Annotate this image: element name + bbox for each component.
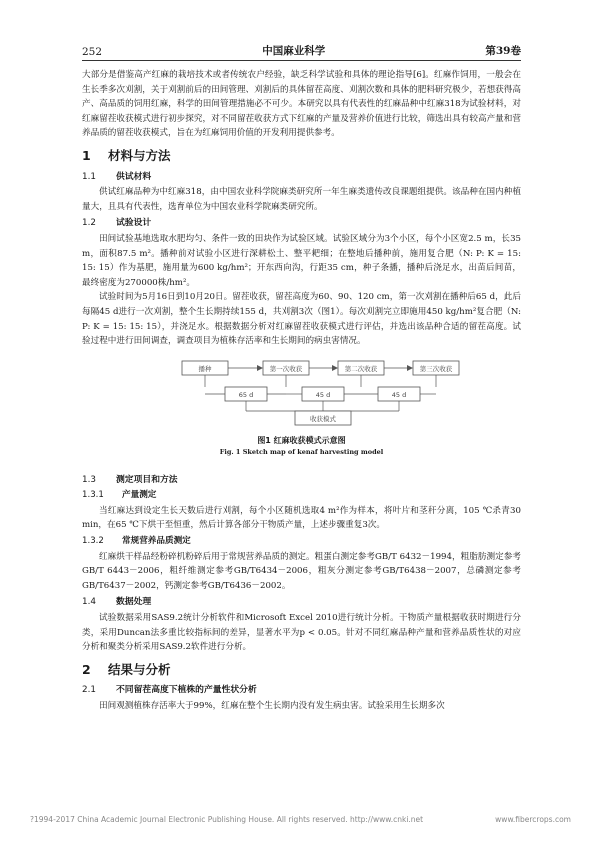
results-paragraph: 田间观测植株存活率大于99%，红麻在整个生长期内没有发生病虫害。试验采用生长期多次 bbox=[99, 701, 445, 711]
subsection-1-3-1-heading bbox=[82, 488, 521, 503]
subsection-number: 1.4 bbox=[82, 597, 96, 608]
design-paragraph-2: 试验时间为5月16日到10月20日。留茬收获，留茬高度为60、90、120 cm，第一次刈割在播种后65 d，此后每隔45 d进行一次刈割，整个生长期持续155 d，共刈割3次（图1）。每次刈割完立即施用450 kg/hm²复合肥（N: P: K = 15: 15: 15），并浇足水。根据数据分析对红麻留茬收获模式进行评估，并选出该品种合适的留茬高度。试验过程中进行田间调查，调查项目为植株存活率和生长期间的病虫害情况。 bbox=[82, 292, 521, 347]
box-first-harvest-label: 第一次收获 bbox=[269, 364, 303, 373]
subsection-number: 1.2 bbox=[82, 218, 96, 229]
yield-paragraph: 当红麻达到设定生长天数后进行刈割，每个小区随机选取4 m²作为样本，将叶片和茎秆分离，105 ℃杀青30 min，在65 ℃下烘干至恒重，然后计算各部分干物质产量，上述步骤重复3次。 bbox=[82, 505, 521, 531]
subsection-number: 1.3 bbox=[82, 474, 96, 485]
subsection-1-4-heading bbox=[82, 595, 521, 610]
volume-label: 第39卷 bbox=[485, 45, 521, 57]
box-second-harvest-label: 第二次收获 bbox=[344, 364, 378, 373]
figure-caption-cn: 图1 红麻收获模式示意图 bbox=[257, 435, 346, 445]
box-third-harvest-label: 第三次收获 bbox=[419, 364, 453, 373]
subsection-title: 产量测定 bbox=[122, 490, 157, 501]
subsection-number: 1.3.2 bbox=[82, 536, 104, 547]
subsection-2-1-heading bbox=[82, 683, 521, 698]
subsection-title: 供试材料 bbox=[116, 171, 152, 182]
header-rule bbox=[82, 60, 521, 61]
journal-title: 中国麻业科学 bbox=[262, 45, 326, 57]
subsection-number: 1.3.1 bbox=[82, 490, 104, 501]
page-footer bbox=[30, 815, 571, 824]
subsection-number: 1.1 bbox=[82, 171, 96, 182]
subsection-title: 不同留茬高度下植株的产量性状分析 bbox=[116, 685, 257, 696]
intro-paragraph: 大部分是借鉴高产红麻的栽培技术或者传统农户经验，缺乏科学试验和具体的理论指导[6]。红麻作饲用，一般会在生长季多次刈割，关于刈割前后的田间管理、刈割后的具体留茬高度、刈割次数和具体的肥料研究极少，若想获得高产、高品质的饲用红麻，科学的田间管理措施必不可少。本研究以具有代表性的红麻品种中红麻318为试验材料，对红麻留茬收获模式进行初步探究，对不同留茬收获方式下红麻的产量及营养价值进行比较，筛选出具有较高产量和营养品质的留茬收获模式，旨在为红麻饲用价值的开发利用提供参考。 bbox=[82, 70, 521, 139]
design-paragraph-1: 田间试验基地选取水肥均匀、条件一致的田块作为试验区域。试验区域分为3个小区，每个小区宽2.5 m，长35 m，面积87.5 m²。播种前对试验小区进行深耕松土、整平耙细；在整地后播种前，施用复合肥（N: P: K = 15: 15: 15）作为基肥，施用量为600 kg/hm²；开东西向沟，行距35 cm，种子条播，播种后浇足水，出苗后间苗，最终密度为270000株/hm²。 bbox=[82, 233, 521, 288]
section-1-number: 1 bbox=[82, 147, 91, 163]
box-sowing-label: 播种 bbox=[198, 364, 212, 373]
section-1-title: 材料与方法 bbox=[108, 147, 171, 163]
nutrition-paragraph: 红麻烘干样品经粉碎机粉碎后用于常规营养品质的测定。粗蛋白测定参考GB/T 6432－1994，粗脂肪测定参考GB/T 6443－2006，粗纤维测定参考GB/T6434－2006，粗灰分测定参考GB/T6438－2007，总磷测定参考GB/T6437－2002，钙测定参考GB/T6436－2002。 bbox=[82, 551, 521, 591]
figure-caption-en: Fig. 1 Sketch map of kenaf harvesting model bbox=[219, 447, 384, 456]
subsection-1-1-heading bbox=[82, 170, 521, 185]
page-number: 252 bbox=[82, 46, 103, 58]
subsection-title: 常规营养品质测定 bbox=[122, 536, 191, 547]
section-1-heading bbox=[82, 149, 521, 164]
section-2-heading bbox=[82, 663, 521, 678]
section-2-number: 2 bbox=[82, 661, 91, 677]
subsection-title: 测定项目和方法 bbox=[116, 474, 178, 485]
subsection-number: 2.1 bbox=[82, 685, 96, 696]
mode-label: 收获模式 bbox=[310, 414, 336, 423]
data-processing-paragraph: 试验数据采用SAS9.2统计分析软件和Microsoft Excel 2010进行统计分析。干物质产量根据收获时期进行分类，采用Duncan法多重比较指标间的差异，显著水平为p < 0.05。针对不同红麻品种产量和营养品质性状的对应分析和聚类分析采用SAS9.2软件进行分析。 bbox=[82, 613, 521, 653]
figure-1 bbox=[82, 353, 521, 471]
copyright-notice: ?1994-2017 China Academic Journal Electronic Publishing House. All rights reserved. http://www.cnki.net bbox=[30, 815, 424, 824]
subsection-title: 试验设计 bbox=[116, 218, 152, 229]
interval-label-1: 65 d bbox=[238, 390, 254, 399]
watermark-site: www.fibercrops.com bbox=[495, 815, 571, 824]
subsection-1-2-heading bbox=[82, 216, 521, 231]
subsection-1-3-2-heading bbox=[82, 534, 521, 549]
section-2-title: 结果与分析 bbox=[108, 661, 171, 677]
article-body bbox=[82, 68, 521, 714]
materials-paragraph: 供试红麻品种为中红麻318，由中国农业科学院麻类研究所一年生麻类遗传改良课题组提供。该品种在国内种植量大，且具有代表性，选育单位为中国农业科学院麻类研究所。 bbox=[82, 187, 521, 212]
page-header bbox=[82, 38, 521, 58]
interval-label-3: 45 d bbox=[391, 390, 407, 399]
subsection-title: 数据处理 bbox=[116, 597, 152, 608]
interval-label-2: 45 d bbox=[315, 390, 331, 399]
subsection-1-3-heading bbox=[82, 473, 521, 488]
